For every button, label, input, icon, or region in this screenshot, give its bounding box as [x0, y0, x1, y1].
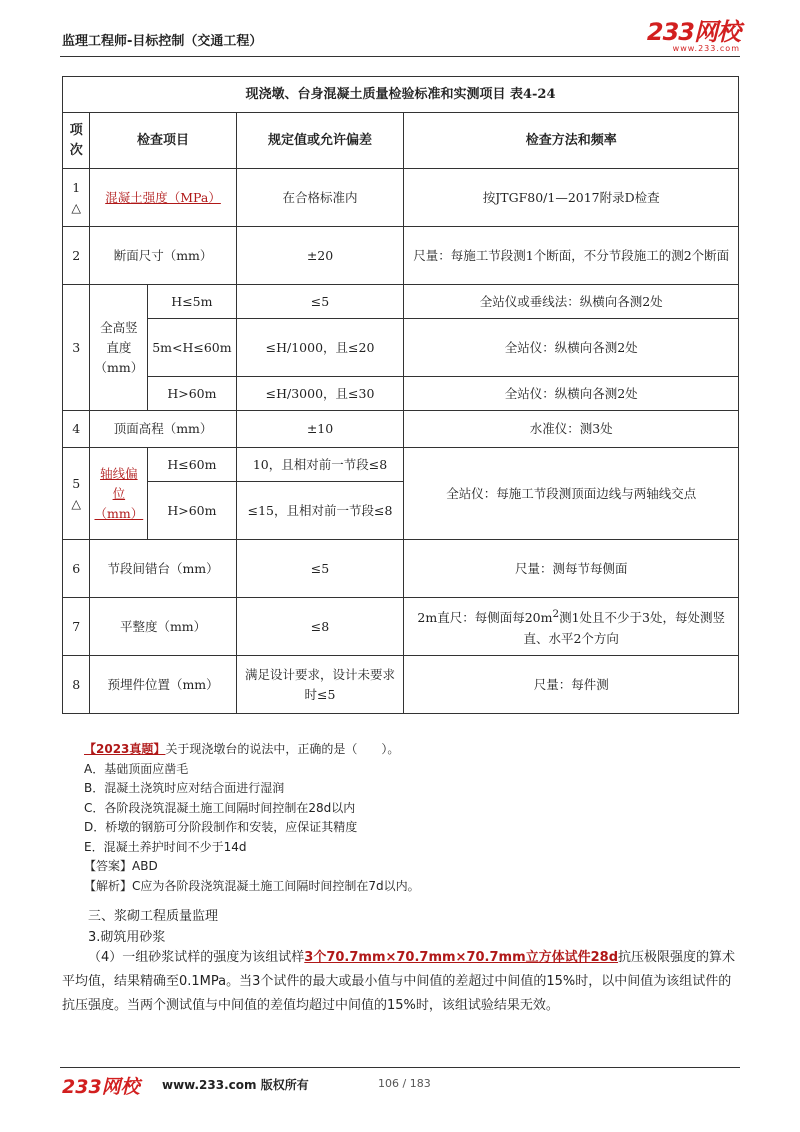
row-method: 水准仪：测3处	[404, 411, 739, 448]
row-item: 断面尺寸（mm）	[90, 227, 236, 285]
row-method: 按JTGF80/1—2017附录D检查	[404, 169, 739, 227]
question-stem: 【2023真题】关于现浇墩台的说法中，正确的是（ ）。	[84, 742, 400, 756]
row-item: 节段间错台（mm）	[90, 540, 236, 598]
row-method: 全站仪：每施工节段测顶面边线与两轴线交点	[404, 448, 739, 540]
row-value: 在合格标准内	[236, 169, 404, 227]
analysis: 【解析】C应为各阶段浇筑混凝土施工间隔时间控制在7d以内。	[84, 878, 420, 893]
body-paragraph: （4）一组砂浆试样的强度为该组试样3个70.7mm×70.7mm×70.7mm立方体试件28d抗压极限强度的算术平均值，结果精确至0.1MPa。当3个试件的最大或最小值与中间值的差超过中间值的15%时，以中间值为该组试件的抗压强度。当两个测试值与中间值的差值均超过中间值的15%时，该组试验结果无效。	[62, 950, 736, 1013]
row-item: 混凝土强度（MPa）	[90, 169, 236, 227]
row-value: ≤H/3000，且≤30	[236, 377, 404, 411]
row-no: 3	[63, 285, 90, 411]
row-no: 4	[63, 411, 90, 448]
row-item: 预埋件位置（mm）	[90, 656, 236, 714]
row-no: 8	[63, 656, 90, 714]
row-condition: H>60m	[148, 377, 236, 411]
row-no: 7	[63, 598, 90, 656]
row-no: 1 △	[63, 169, 90, 227]
option-b: B．混凝土浇筑时应对结合面进行湿润	[84, 781, 285, 795]
row-item: 全高竖直度（mm）	[90, 285, 148, 411]
row-value: ±20	[236, 227, 404, 285]
row-no: 5 △	[63, 448, 90, 540]
row-item: 轴线偏位（mm）	[90, 448, 148, 540]
table-row	[63, 169, 739, 227]
table-caption: 现浇墩、台身混凝土质量检验标准和实测项目 表4-24	[63, 77, 739, 113]
row-method: 尺量：测每节每侧面	[404, 540, 739, 598]
exam-question	[84, 740, 420, 896]
page-number: 106 / 183	[378, 1077, 431, 1090]
row-condition: H≤5m	[148, 285, 236, 319]
row-method: 全站仪：纵横向各测2处	[404, 319, 739, 377]
row-value: ≤H/1000，且≤20	[236, 319, 404, 377]
row-no: 2	[63, 227, 90, 285]
row-value: 10，且相对前一节段≤8	[236, 448, 404, 482]
logo-url: www.233.com	[672, 44, 740, 53]
row-value: ≤15，且相对前一节段≤8	[236, 482, 404, 540]
section-title: 三、浆砌工程质量监理	[88, 909, 219, 924]
row-condition: H≤60m	[148, 448, 236, 482]
row-value: 满足设计要求，设计未要求时≤5	[236, 656, 404, 714]
table-row	[63, 377, 739, 411]
header-title: 监理工程师-目标控制（交通工程）	[62, 34, 263, 49]
table-row	[63, 540, 739, 598]
header-divider	[60, 56, 740, 57]
table-row	[63, 227, 739, 285]
footer-copyright: www.233.com 版权所有	[162, 1078, 309, 1092]
table-row	[63, 411, 739, 448]
row-value: ≤5	[236, 540, 404, 598]
highlight-text: 3个70.7mm×70.7mm×70.7mm立方体试件28d	[304, 950, 619, 965]
question-tag: 【2023真题】	[84, 742, 166, 756]
logo-text: 233网校	[646, 18, 740, 46]
footer-logo: 233网校	[62, 1076, 140, 1098]
row-method: 尺量：每施工节段测1个断面，不分节段施工的测2个断面	[404, 227, 739, 285]
footer-divider	[60, 1067, 740, 1068]
answer: 【答案】ABD	[84, 859, 158, 873]
row-value: ≤5	[236, 285, 404, 319]
row-method: 尺量：每件测	[404, 656, 739, 714]
row-value: ≤8	[236, 598, 404, 656]
row-value: ±10	[236, 411, 404, 448]
table-row	[63, 319, 739, 377]
header-method: 检查方法和频率	[404, 113, 739, 169]
row-condition: H>60m	[148, 482, 236, 540]
section-subtitle: 3.砌筑用砂浆	[88, 930, 166, 945]
row-condition: 5m<H≤60m	[148, 319, 236, 377]
brand-logo	[647, 20, 740, 53]
row-item: 顶面高程（mm）	[90, 411, 236, 448]
row-method: 全站仪：纵横向各测2处	[404, 377, 739, 411]
table-row	[63, 285, 739, 319]
table-row	[63, 448, 739, 482]
option-a: A．基础顶面应凿毛	[84, 761, 189, 776]
table-row	[63, 656, 739, 714]
option-d: D．桥墩的钢筋可分阶段制作和安装，应保证其精度	[84, 820, 358, 834]
option-e: E．混凝土养护时间不少于14d	[84, 839, 247, 854]
inspection-table	[62, 76, 739, 714]
row-method: 2m直尺：每侧面每$20m^2$测1处且不少于3处，每处测竖直、水平2个方向	[404, 598, 739, 656]
table-row	[63, 598, 739, 656]
header-value: 规定值或允许偏差	[236, 113, 404, 169]
row-no: 6	[63, 540, 90, 598]
row-item: 平整度（mm）	[90, 598, 236, 656]
option-c: C．各阶段浇筑混凝土施工间隔时间控制在28d以内	[84, 800, 356, 815]
row-method: 全站仪或垂线法：纵横向各测2处	[404, 285, 739, 319]
header-item: 检查项目	[90, 113, 236, 169]
header-no: 项次	[63, 113, 90, 169]
